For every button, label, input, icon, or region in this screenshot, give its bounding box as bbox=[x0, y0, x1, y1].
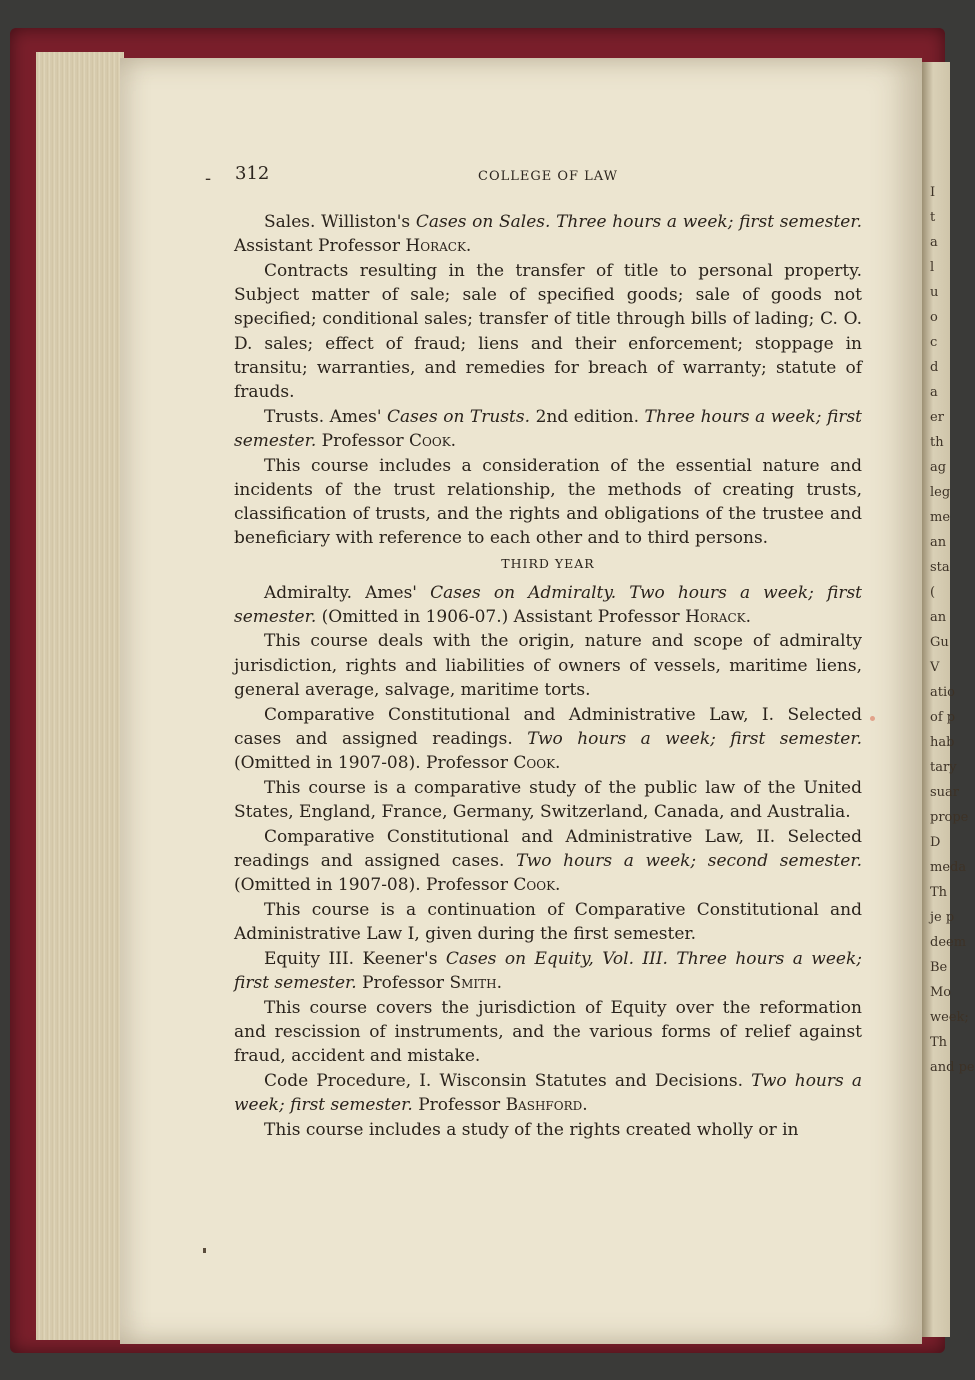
course-heading-code-procedure: Code Procedure, I. Wisconsin Statutes and Decisions. Two hours a week; first semester. Professor Bashford. bbox=[234, 1070, 862, 1115]
course-heading-trusts: Trusts. Ames' Cases on Trusts. 2nd edition. Three hours a week; first semester. Professor Cook. bbox=[234, 406, 863, 451]
paper-mark bbox=[203, 1248, 206, 1253]
course-description-sales: Contracts resulting in the transfer of title to personal property. Subject matter of sale; sale of specified goods; sale of goods not specified; conditional sales; transfer of title through bills of lading; C. O. D. sales; effect of fraud; liens and their enforcement; stoppage in transitu; warranties, and remedies for breach of warranty; statute of frauds. bbox=[234, 260, 862, 402]
course-description-equity: This course covers the jurisdiction of Equity over the reformation and rescission of instruments, and the various forms of relief against fraud, accident and mistake. bbox=[234, 997, 862, 1066]
paper-speck bbox=[870, 716, 875, 721]
facing-page-fragment: o bbox=[930, 310, 938, 325]
facing-page-fragment: er bbox=[930, 410, 944, 425]
facing-page-fragment: l bbox=[930, 260, 935, 275]
facing-page-fragment: suar bbox=[930, 785, 960, 800]
facing-page-fragment: c bbox=[930, 335, 938, 350]
course-description-comparative-1: This course is a comparative study of the public law of the United States, England, France, Germany, Switzerland, Canada, and Australia. bbox=[234, 777, 862, 822]
page-body bbox=[234, 210, 862, 1142]
facing-page-fragment: week; bbox=[930, 1010, 969, 1025]
course-heading-sales: Sales. Williston's Cases on Sales. Three hours a week; first semester. Assistant Professor Horack. bbox=[234, 212, 863, 257]
facing-page-fragment: t bbox=[930, 210, 936, 225]
course-heading-comparative-1: Comparative Constitutional and Administrative Law, I. Selected cases and assigned readings. Two hours a week; first semester. (Omitted in 1907-08). Professor Cook. bbox=[234, 704, 863, 773]
facing-page-fragment: prope bbox=[930, 810, 969, 825]
course-description-comparative-2: This course is a continuation of Comparative Constitutional and Administrative Law I, given during the first semester. bbox=[234, 899, 862, 944]
facing-page-fragment: a bbox=[930, 235, 938, 250]
facing-page-fragment: I bbox=[930, 185, 936, 200]
facing-page-fragment: and pe bbox=[930, 1060, 975, 1075]
facing-page-fragment: Th bbox=[930, 885, 948, 900]
facing-page-fragment: hab bbox=[930, 735, 955, 750]
facing-page-fragment: leg bbox=[930, 485, 951, 500]
facing-page-fragment: Mo bbox=[930, 985, 952, 1000]
facing-page-fragment: of p bbox=[930, 710, 956, 725]
facing-page-fragment: tary bbox=[930, 760, 957, 775]
course-description-admiralty: This course deals with the origin, nature and scope of admiralty jurisdiction, rights and liabilities of owners of vessels, maritime liens, general average, salvage, maritime torts. bbox=[234, 631, 862, 700]
facing-page-fragment: Gu bbox=[930, 635, 949, 650]
facing-page-fragment: sta bbox=[930, 560, 950, 575]
course-heading-admiralty: Admiralty. Ames' Cases on Admiralty. Two hours a week; first semester. (Omitted in 1906-07.) Assistant Professor Horack. bbox=[234, 582, 863, 627]
facing-page-fragment: atio bbox=[930, 685, 955, 700]
facing-page-fragment: d bbox=[930, 360, 939, 375]
running-head: COLLEGE OF LAW bbox=[478, 169, 619, 184]
facing-page-fragment: me bbox=[930, 510, 951, 525]
facing-page-fragment: ag bbox=[930, 460, 947, 475]
course-description-trusts: This course includes a consideration of the essential nature and incidents of the trust relationship, the methods of creating trusts, classification of trusts, and the rights and obligations of the trustee and beneficiary with reference to each other and to third persons. bbox=[234, 455, 862, 549]
facing-page-fragment: u bbox=[930, 285, 939, 300]
page-edges bbox=[36, 52, 124, 1340]
facing-page-fragment: ( bbox=[930, 585, 936, 600]
facing-page-fragment: V bbox=[930, 660, 940, 675]
course-heading-comparative-2: Comparative Constitutional and Administrative Law, II. Selected readings and assigned cases. Two hours a week; second semester. (Omitted in 1907-08). Professor Cook. bbox=[234, 826, 862, 895]
facing-page-fragments bbox=[930, 180, 975, 1080]
facing-page-fragment: an bbox=[930, 535, 947, 550]
margin-dash: - bbox=[205, 168, 212, 189]
facing-page-fragment: Th bbox=[930, 1035, 948, 1050]
page-number: 312 bbox=[235, 163, 270, 184]
facing-page-fragment: th bbox=[930, 435, 944, 450]
facing-page-fragment: Be bbox=[930, 960, 948, 975]
course-heading-equity: Equity III. Keener's Cases on Equity, Vol. III. Three hours a week; first semester. Professor Smith. bbox=[234, 948, 862, 993]
section-heading-third-year: THIRD YEAR bbox=[501, 556, 595, 572]
facing-page-fragment: je p bbox=[930, 910, 955, 925]
facing-page-fragment: D bbox=[930, 835, 941, 850]
facing-page-fragment: deem bbox=[930, 935, 967, 950]
facing-page-fragment: an bbox=[930, 610, 947, 625]
course-description-code-procedure: This course includes a study of the rights created wholly or in bbox=[264, 1119, 799, 1140]
facing-page-fragment: meda bbox=[930, 860, 967, 875]
facing-page-fragment: a bbox=[930, 385, 938, 400]
